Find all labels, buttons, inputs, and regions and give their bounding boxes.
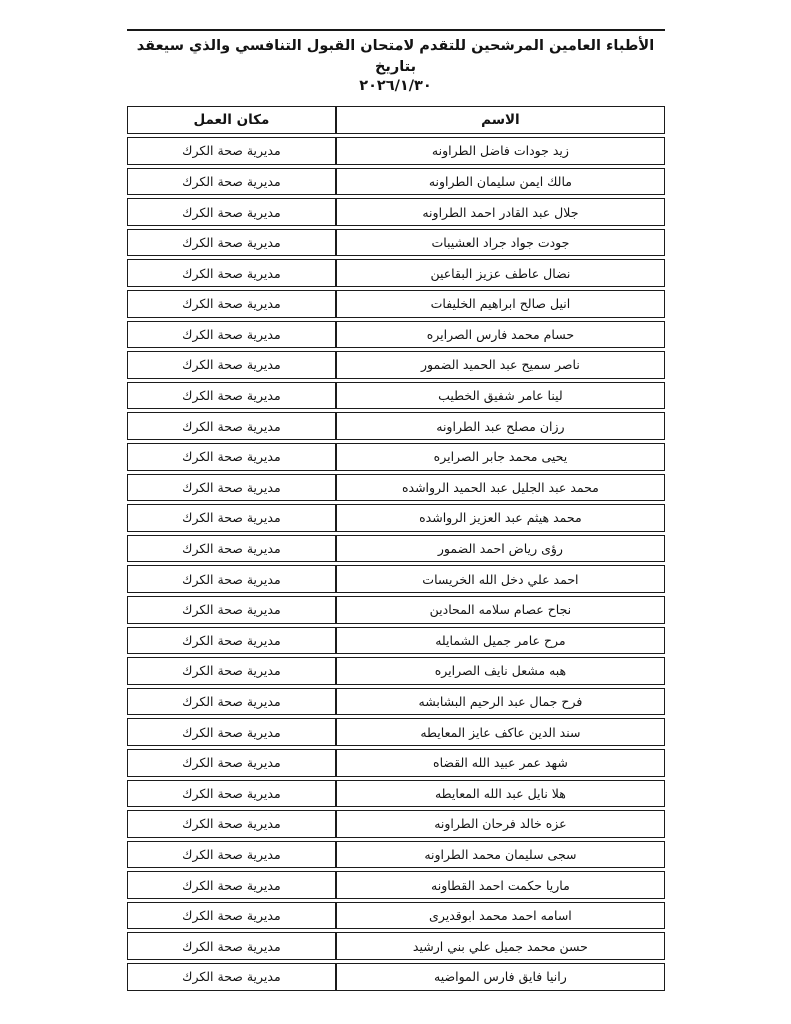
table-header-row (127, 106, 665, 134)
workplace-cell: مديرية صحة الكرك (127, 443, 337, 471)
candidates-table (127, 103, 665, 994)
candidate-name-cell: شهد عمر عبيد الله القضاه (336, 749, 664, 777)
table-row (127, 382, 665, 410)
table-row (127, 932, 665, 960)
table-row (127, 963, 665, 991)
table-row (127, 688, 665, 716)
table-row (127, 596, 665, 624)
candidate-name-cell: نضال عاطف عزيز البقاعين (336, 259, 664, 287)
candidate-name-cell: محمد عبد الجليل عبد الحميد الرواشده (336, 474, 664, 502)
table-row (127, 504, 665, 532)
table-row (127, 259, 665, 287)
candidate-name-cell: رانيا فايق فارس المواضيه (336, 963, 664, 991)
table-row (127, 902, 665, 930)
table-row (127, 841, 665, 869)
candidate-name-cell: نجاح عصام سلامه المحادين (336, 596, 664, 624)
candidate-name-cell: عزه خالد فرحان الطراونه (336, 810, 664, 838)
table-row (127, 443, 665, 471)
candidate-name-cell: رزان مصلح عبد الطراونه (336, 412, 664, 440)
table-row (127, 780, 665, 808)
exam-date: ٢٠٢٦/١/٣٠ (359, 78, 432, 95)
candidate-name-cell: محمد هيثم عبد العزيز الرواشده (336, 504, 664, 532)
workplace-cell: مديرية صحة الكرك (127, 259, 337, 287)
table-row (127, 198, 665, 226)
workplace-cell: مديرية صحة الكرك (127, 932, 337, 960)
candidate-name-cell: جودت جواد جراد العشيبات (336, 229, 664, 257)
workplace-cell: مديرية صحة الكرك (127, 596, 337, 624)
workplace-cell: مديرية صحة الكرك (127, 963, 337, 991)
workplace-cell: مديرية صحة الكرك (127, 504, 337, 532)
table-row (127, 412, 665, 440)
workplace-cell: مديرية صحة الكرك (127, 168, 337, 196)
workplace-cell: مديرية صحة الكرك (127, 535, 337, 563)
workplace-column-header: مكان العمل (127, 106, 337, 134)
candidate-name-cell: هبه مشعل نايف الصرايره (336, 657, 664, 685)
candidate-name-cell: سجى سليمان محمد الطراونه (336, 841, 664, 869)
candidate-name-cell: انيل صالح ابراهيم الخليفات (336, 290, 664, 318)
candidate-name-cell: فرح جمال عبد الرحيم البشابشه (336, 688, 664, 716)
table-row (127, 810, 665, 838)
workplace-cell: مديرية صحة الكرك (127, 198, 337, 226)
candidate-name-cell: هلا نايل عبد الله المعايطه (336, 780, 664, 808)
workplace-cell: مديرية صحة الكرك (127, 749, 337, 777)
table-row (127, 290, 665, 318)
candidate-name-cell: مالك ايمن سليمان الطراونه (336, 168, 664, 196)
workplace-cell: مديرية صحة الكرك (127, 841, 337, 869)
workplace-cell: مديرية صحة الكرك (127, 780, 337, 808)
title-top-rule (127, 29, 665, 31)
workplace-cell: مديرية صحة الكرك (127, 412, 337, 440)
candidate-name-cell: مرح عامر جميل الشمايله (336, 627, 664, 655)
table-row (127, 565, 665, 593)
workplace-cell: مديرية صحة الكرك (127, 627, 337, 655)
workplace-cell: مديرية صحة الكرك (127, 351, 337, 379)
workplace-cell: مديرية صحة الكرك (127, 902, 337, 930)
table-row (127, 351, 665, 379)
table-row (127, 474, 665, 502)
name-column-header: الاسم (336, 106, 664, 134)
workplace-cell: مديرية صحة الكرك (127, 871, 337, 899)
table-body (127, 137, 665, 991)
candidate-name-cell: حسن محمد جميل علي بني ارشيد (336, 932, 664, 960)
table-row (127, 168, 665, 196)
workplace-cell: مديرية صحة الكرك (127, 688, 337, 716)
candidate-name-cell: جلال عبد القادر احمد الطراونه (336, 198, 664, 226)
candidate-name-cell: رؤى رياض احمد الضمور (336, 535, 664, 563)
table-row (127, 718, 665, 746)
table-row (127, 535, 665, 563)
workplace-cell: مديرية صحة الكرك (127, 137, 337, 165)
workplace-cell: مديرية صحة الكرك (127, 657, 337, 685)
candidate-name-cell: زيد جودات فاضل الطراونه (336, 137, 664, 165)
table-row (127, 657, 665, 685)
workplace-cell: مديرية صحة الكرك (127, 382, 337, 410)
table-row (127, 229, 665, 257)
workplace-cell: مديرية صحة الكرك (127, 810, 337, 838)
table-row (127, 627, 665, 655)
table-row (127, 871, 665, 899)
workplace-cell: مديرية صحة الكرك (127, 229, 337, 257)
candidate-name-cell: حسام محمد فارس الصرايره (336, 321, 664, 349)
document-content (127, 0, 665, 994)
candidate-name-cell: احمد علي دخل الله الخريسات (336, 565, 664, 593)
table-row (127, 321, 665, 349)
workplace-cell: مديرية صحة الكرك (127, 321, 337, 349)
candidate-name-cell: يحيى محمد جابر الصرايره (336, 443, 664, 471)
candidate-name-cell: ماريا حكمت احمد القطاونه (336, 871, 664, 899)
workplace-cell: مديرية صحة الكرك (127, 474, 337, 502)
workplace-cell: مديرية صحة الكرك (127, 290, 337, 318)
workplace-cell: مديرية صحة الكرك (127, 718, 337, 746)
candidate-name-cell: لينا عامر شفيق الخطيب (336, 382, 664, 410)
candidate-name-cell: ناصر سميح عبد الحميد الضمور (336, 351, 664, 379)
table-row (127, 137, 665, 165)
table-row (127, 749, 665, 777)
document-title: الأطباء العامين المرشحين للتقدم لامتحان القبول التنافسي والذي سيعقد بتاريخ (136, 38, 655, 76)
candidate-name-cell: اسامه احمد محمد ابوقديرى (336, 902, 664, 930)
workplace-cell: مديرية صحة الكرك (127, 565, 337, 593)
candidate-name-cell: سند الدين عاكف عايز المعايطه (336, 718, 664, 746)
